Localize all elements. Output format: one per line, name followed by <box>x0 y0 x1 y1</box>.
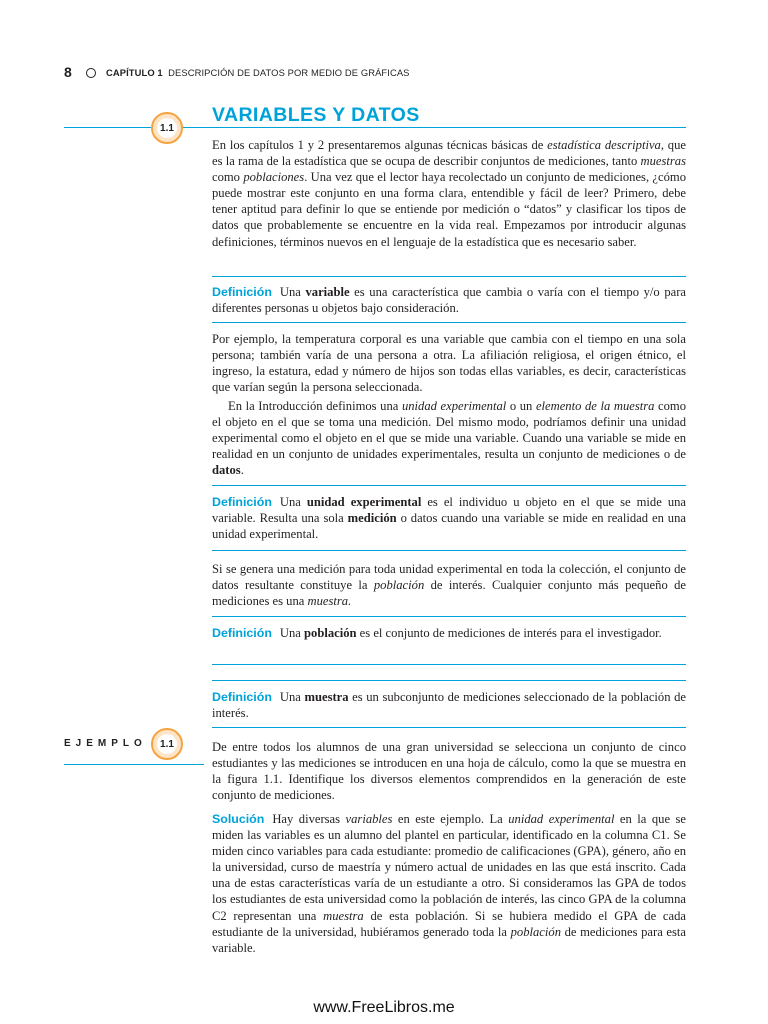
example-number-badge <box>151 728 183 760</box>
definition-rule <box>212 664 686 665</box>
page-number: 8 <box>64 64 72 80</box>
definition-text: es el individuo u objeto en el que se mide una variable. Resulta una sola <box>212 495 686 526</box>
body-emphasis: elemento de la muestra <box>535 399 655 413</box>
intro-text: como <box>212 170 244 185</box>
definition-population <box>212 625 686 641</box>
body-text: como el objeto en el que se toma una medición. Del mismo modo, podríamos definir una unidad experimental como el objeto en el que se mide una variable. Cuando una variable se mide en realidad en un conjunto de unidades experimentales, resulta un conjunto de mediciones o de <box>212 399 687 462</box>
definition-rule <box>212 727 686 728</box>
definition-term: muestra <box>304 690 349 704</box>
solution-emphasis: muestra <box>323 908 364 923</box>
body-emphasis: unidad experimental <box>401 399 507 413</box>
intro-emphasis: poblaciones <box>243 170 305 185</box>
definition-text: es una característica que cambia o varía con el tiempo y/o para diferentes personas u objetos bajo consideración. <box>212 285 686 316</box>
body-paragraph <box>212 331 686 395</box>
definition-label: Definición <box>212 626 272 640</box>
example-label: EJEMPLO <box>64 738 147 749</box>
body-emphasis: muestra. <box>307 594 352 609</box>
section-title: VARIABLES Y DATOS <box>212 104 420 126</box>
solution-paragraph <box>212 811 686 956</box>
definition-term: medición <box>347 511 397 526</box>
solution-label: Solución <box>212 812 265 826</box>
body-text: Si se genera una medición para toda unidad experimental en toda la colección, el conjunto de datos resultante constituye la <box>212 562 686 593</box>
definition-label: Definición <box>212 690 272 704</box>
definition-variable <box>212 284 686 316</box>
definition-rule <box>212 550 686 551</box>
intro-text: . Una vez que el lector haya recolectado un conjunto de mediciones, ¿cómo puede mostrar este conjunto en una forma clara, entendible y fácil de leer? Primero, debe tener aptitud para definir lo que se entiende por medición o “datos” y clasificar los tipos de datos que probablemente se encuentre en la vida real. Empezamos por introducir algunas definiciones, términos nuevos en el lenguaje de la estadística que es necesario saber. <box>212 170 686 249</box>
definition-text: es un subconjunto de mediciones seleccionado de la población de interés. <box>212 690 687 721</box>
definition-rule <box>212 276 686 277</box>
solution-text: Hay diversas <box>272 812 346 826</box>
definition-term: unidad experimental <box>306 495 422 509</box>
definition-text: Una <box>279 690 305 704</box>
body-text: . <box>240 463 244 478</box>
definition-sample <box>212 689 686 721</box>
body-emphasis: población <box>373 578 425 593</box>
running-header <box>106 67 410 78</box>
example-paragraph <box>212 739 686 803</box>
solution-text: en este ejemplo. La <box>392 812 509 826</box>
intro-text: , que es la rama de la estadística que se ocupa de describir conjuntos de mediciones, tanto <box>212 138 686 169</box>
solution-text: de mediciones para esta variable. <box>212 924 686 955</box>
body-paragraph <box>212 561 686 609</box>
chapter-title: DESCRIPCIÓN DE DATOS POR MEDIO DE GRÁFICAS <box>168 67 410 78</box>
definition-text: Una <box>279 495 307 509</box>
definition-rule <box>212 322 686 323</box>
body-text: de interés. Cualquier conjunto más pequeño de mediciones es una <box>212 578 686 609</box>
footer-url: www.FreeLibros.me <box>313 999 455 1016</box>
intro-paragraph <box>212 137 686 250</box>
section-number: 1.1 <box>160 122 174 134</box>
body-bold-term: datos <box>212 463 241 478</box>
intro-emphasis: muestras <box>640 154 686 169</box>
chapter-label: CAPÍTULO 1 <box>106 67 163 78</box>
definition-rule <box>212 680 686 681</box>
body-paragraph <box>212 398 686 478</box>
definition-text: o datos cuando una variable se mide en realidad en una unidad experimental. <box>212 511 686 542</box>
definition-rule <box>212 616 686 617</box>
example-rule <box>64 764 204 765</box>
definition-term: población <box>304 626 357 640</box>
definition-term: variable <box>305 285 350 299</box>
definition-experimental-unit <box>212 494 686 542</box>
section-number-badge <box>151 112 183 144</box>
example-number: 1.1 <box>160 738 174 750</box>
definition-label: Definición <box>212 285 272 299</box>
body-text: Por ejemplo, la temperatura corporal es una variable que cambia con el tiempo en una sola persona; también varía de una persona a otra. La afiliación religiosa, el origen étnico, el ingreso, la estatura, edad y número de hijos son todas ellas variables, es decir, características que varían según la persona seleccionada. <box>212 332 686 395</box>
solution-emphasis: variables <box>345 812 393 826</box>
solution-emphasis: población <box>510 924 561 939</box>
intro-emphasis: estadística descriptiva <box>547 138 661 152</box>
definition-rule <box>212 485 686 486</box>
example-text: De entre todos los alumnos de una gran universidad se selecciona un conjunto de cinco estudiantes y las mediciones se introducen en una hoja de cálculo, como la que se muestra en la figura 1.1. Identifique los diversos elementos comprendidos en la generación de este conjunto de mediciones. <box>212 740 686 803</box>
definition-text: Una <box>279 285 306 299</box>
body-text: En la Introducción definimos una <box>228 399 402 413</box>
intro-text: En los capítulos 1 y 2 presentaremos algunas técnicas básicas de <box>212 138 548 152</box>
header-circle-ornament <box>86 68 96 78</box>
solution-text: en la que se miden las variables es un alumno del plantel en particular, identificado en la columna C1. Se miden cinco variables para cada estudiante: promedio de calificaciones (GPA), género, año en la universidad, curso de maestría y número actual de unidades en las que está inscrito. Cada una de estas características varía de un estudiante a otro. Si consideramos las GPA de todos los estudiantes de esta universidad como la población de interés, las cinco GPA de la columna C2 representan una <box>212 812 686 923</box>
definition-label: Definición <box>212 495 272 509</box>
solution-text: de esta población. Si se hubiera medido el GPA de cada estudiante de la universidad, hubiéramos generado toda la <box>212 908 686 939</box>
definition-text: es el conjunto de mediciones de interés para el investigador. <box>356 626 662 640</box>
body-text: o un <box>506 399 536 413</box>
definition-text: Una <box>279 626 305 640</box>
solution-emphasis: unidad experimental <box>508 812 615 826</box>
